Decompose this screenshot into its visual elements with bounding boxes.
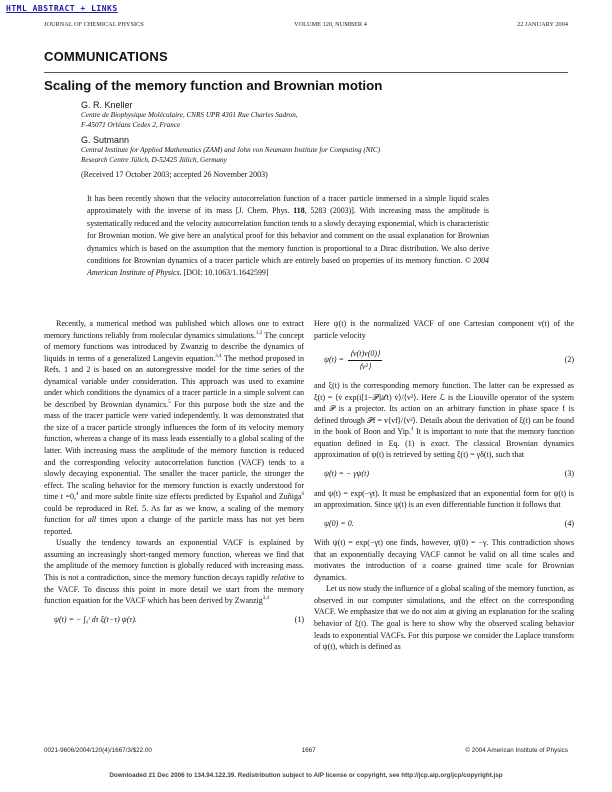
left-column [44, 318, 304, 633]
equation-3 [314, 468, 574, 480]
abstract-text: , 5283 (2003)]. With increasing mass the amplitude is systematically reduced and the velocity autocorrelation function tends to a slowly decaying exponential, which is characteristic for Brownian motion. We give here an analytical proof for this behavior and comment on the usual explanation for Brownian dynamics which is based on the assumption that the memory function is proportional to a Dirac distribution. We also derive conditions for Brownian dynamics of a tracer particle which are entirely based on properties of its memory function. [87, 206, 489, 266]
citation[interactable]: 3,4 [215, 353, 222, 359]
equation-body: ψ̇(0) = 0. [324, 518, 354, 528]
author-list [81, 100, 561, 179]
volume-number: VOLUME 120, NUMBER 4 [294, 21, 367, 28]
equation-number: (3) [564, 469, 574, 479]
paragraph: Usually the tendency towards an exponential VACF is explained by assuming an increasingly short-ranged memory function, whereas we find that the amplitude of the memory function is globally reduced with increasing mass. This is not a contradiction, since the memory function decays rapidly relative to the VACF. To discuss this point in more detail we start from the memory function equation for the VACF which has been derived by Zwanzig$^{3,4}$ [44, 538, 304, 606]
paragraph: and ψ(t) = exp(−γt). It must be emphasized that an exponential form for ψ(t) is an approximation. Since ψ(t) is an even differentiable function it follows that [314, 488, 574, 510]
download-notice: Downloaded 21 Dec 2006 to 134.94.122.39. Redistribution subject to AIP license or copyright, see http://jcp.aip.org/jcp/copyright.jsp [109, 772, 503, 779]
page-number: 1667 [301, 747, 316, 754]
paragraph: and ξ(t) is the corresponding memory function. The latter can be expressed as ξ(t) = ⟨v̇ exp(i[1−𝒫]ℒt) v̇⟩/⟨v²⟩. Here ℒ is the Liouville operator of the system and 𝒫 is a projector. Its action on an arbitrary function in phase space f is defined through 𝒫f = v⟨vf⟩/⟨v²⟩. Details about the derivation of ξ(t) can be found in the book of Boon and Yip.$^4$ It is important to note that the memory function equation defined in Eq. (1) is exact. The classical Brownian dynamics approximation of ψ(t) is retrieved by setting ξ(t) = γδ(t), such that [314, 381, 574, 460]
citation[interactable]: 4 [75, 492, 79, 498]
equation-number: (2) [564, 355, 574, 365]
citation[interactable]: 6 [301, 492, 304, 498]
equation-body: ψ̇(t) = − γψ(t) [324, 469, 369, 479]
paper-title: Scaling of the memory function and Brownian motion [44, 78, 383, 93]
author-affiliation: Research Centre Jülich, D-52425 Jülich, Germany [81, 156, 227, 164]
author-affiliation: F-45071 Orléans Cedex 2, France [81, 121, 181, 129]
section-heading: COMMUNICATIONS [44, 49, 168, 64]
author-name: G. Sutmann [81, 135, 130, 145]
html-abstract-links[interactable]: HTML ABSTRACT + LINKS [6, 4, 118, 13]
author-name: G. R. Kneller [81, 100, 133, 110]
equation-2 [314, 348, 574, 372]
equation-body: ψ(t) = $\frac{⟨v(t)v(0)⟩}{\text{⟨v²⟩}}$ [324, 349, 381, 371]
citation[interactable]: 1,2 [255, 330, 263, 336]
received-dates: (Received 17 October 2003; accepted 26 November 2003) [81, 170, 268, 179]
fraction: $\frac{⟨v(t)v(0)⟩}{\text{⟨v²⟩}}$ [349, 349, 381, 371]
author-affiliation: Centre de Biophysique Moléculaire, CNRS UPR 4301 Rue Charles Sadron, [81, 111, 298, 119]
running-head [44, 21, 568, 28]
citation[interactable]: 5 [168, 399, 171, 405]
author [81, 100, 561, 130]
paragraph: With ψ(t) = exp(−γt) one finds, however, ψ̇(0) = −γ. This contradiction shows that an exponentially decaying VACF cannot be valid on all time scales and motivates the introduction of a coarse grained time scale for Brownian dynamics. [314, 538, 574, 582]
equation-number: (1) [294, 614, 304, 624]
section-divider [44, 72, 568, 73]
abstract-text: It has been recently shown that the velocity autocorrelation function of a tracer particle immersed in a simple liquid scales approximately with the inverse of its mass [J. Chem. Phys. [87, 194, 489, 216]
equation-4 [314, 518, 574, 530]
right-column [314, 318, 574, 653]
abstract-copyright: © 2004 American Institute of Physics. [87, 256, 489, 278]
author-affiliation: Central Institute for Applied Mathematics (ZAM) and John von Neumann Institute for Computing (NIC) [81, 146, 381, 154]
page-footer [44, 747, 568, 754]
citation[interactable]: 4 [410, 427, 414, 433]
author [81, 135, 561, 165]
abstract-volume: 118 [293, 206, 305, 216]
paragraph: Here ψ(t) is the normalized VACF of one Cartesian component v(t) of the particle velocity [314, 319, 574, 340]
journal-name: JOURNAL OF CHEMICAL PHYSICS [44, 21, 144, 28]
abstract [87, 193, 489, 280]
footer-copyright: © 2004 American Institute of Physics [465, 747, 568, 754]
paragraph: Let us now study the influence of a global scaling of the memory function, as observed in our computer simulations, and the effect on the corresponding VACF. We emphasize that we do not aim at giving an explanation for the scaling behavior of ξ(t). The goal is here to show why the observed scaling behavior leads to exponential VACFs. For this purpose we consider the Laplace transform of ψ(t), which is defined as [314, 584, 574, 652]
doi: [DOI: 10.1063/1.1642599] [181, 268, 269, 278]
citation[interactable]: 3,4 [262, 596, 270, 602]
equation-body: ψ̇(t) = − ∫₀ᵗ dτ ξ(t−τ) ψ(τ). [54, 614, 137, 624]
paragraph: Recently, a numerical method was published which allows one to extract memory functions reliably from molecular dynamics simulations.$^{1,2}$ The concept of memory functions was introduced by Zwanzig to describe the dynamics of liquids in terms of a generalized Langevin equation.$^{3,4}$ The method proposed in Refs. 1 and 2 is based on an autoregressive model for the time series of the dynamical variable under consideration. This approach was used to examine under which conditions the dynamics of a tracer particle in a simple solvent can be described by Brownian dynamics.$^5$ For this purpose both the size and the mass of the tracer particle were varied independently. It was demonstrated that the size of a tracer particle strongly influences the form of its velocity memory function, whereas a change of its mass leads essentially to a global scaling of the latter. With increasing mass the amplitude of the memory function is reduced and the corresponding velocity autocorrelation function (VACF) tends to a slowly decaying exponential. The smaller the tracer particle, the stronger the effect. The scaling behavior for the memory function is exactly understood for time t =0,$^4$ and more subtle finite size effects predicted by Español and Zuñiga$^6$ could be reproduced in Ref. 5. As far as we know, a scaling of the memory function for all times upon a change of the particle mass has not yet been reported. [44, 319, 304, 536]
equation-number: (4) [564, 518, 574, 528]
equation-1 [44, 614, 304, 626]
article-code: 0021-9606/2004/120(4)/1667/3/$22.00 [44, 747, 152, 754]
issue-date: 22 JANUARY 2004 [517, 21, 568, 28]
